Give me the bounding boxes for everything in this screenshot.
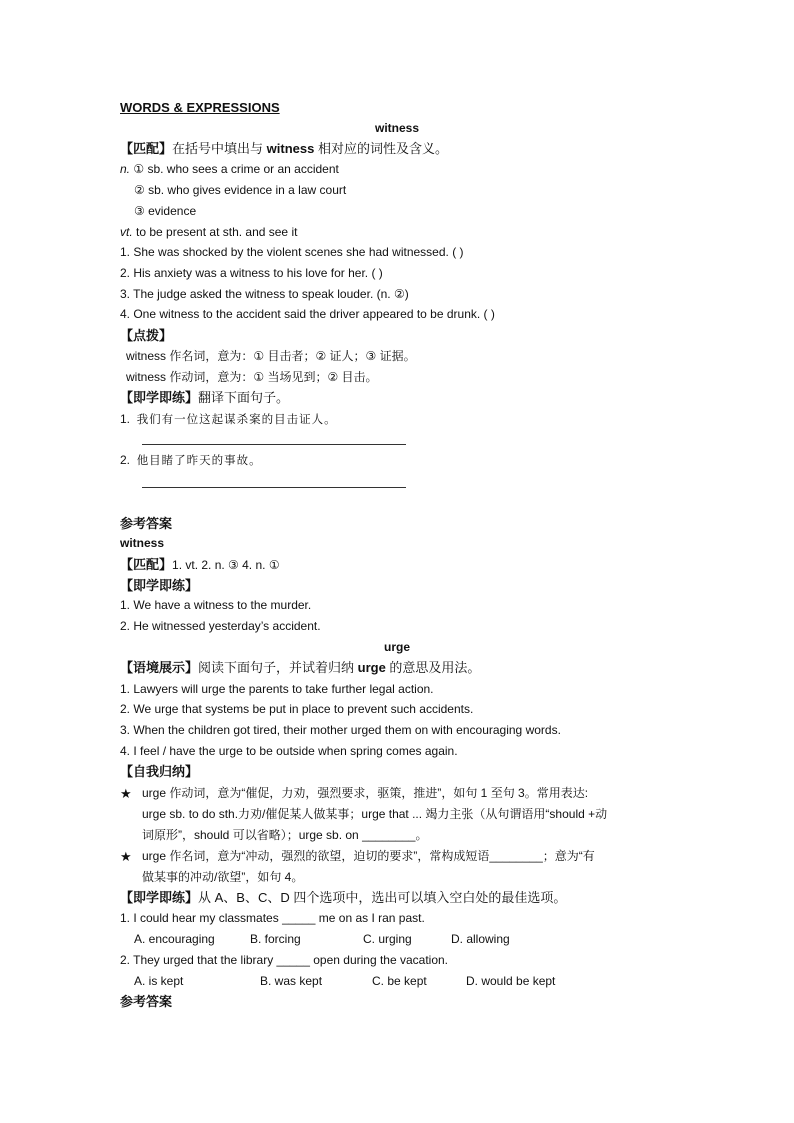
answers-heading: 参考答案	[120, 516, 173, 531]
answer-line[interactable]	[142, 444, 406, 445]
urge-practice-instruction: 【即学即练】从 A、B、C、D 四个选项中，选出可以填入空白处的最佳选项。	[120, 890, 567, 905]
q2-option-a[interactable]: A. is kept	[134, 974, 184, 988]
match-tag: 【匹配】	[120, 141, 173, 156]
answer-2: 2. He witnessed yesterday’s accident.	[120, 619, 321, 633]
summary-noun-line: 做某事的冲动/欲望”，如句 4。	[142, 870, 304, 884]
urge-sentence: 3. When the children got tired, their mother urged them on with encouraging words.	[120, 723, 561, 737]
q1-option-c[interactable]: C. urging	[363, 932, 412, 946]
definition-n2: ② sb. who gives evidence in a law court	[134, 183, 347, 197]
q1-option-d[interactable]: D. allowing	[451, 932, 510, 946]
q2-option-b[interactable]: B. was kept	[260, 974, 323, 988]
q2-option-c[interactable]: C. be kept	[372, 974, 427, 988]
answers-heading-2: 参考答案	[120, 994, 173, 1009]
summary-verb-line: 词原形”，should 可以省略）；urge sb. on ________。	[142, 828, 428, 842]
urge-sentence: 1. Lawyers will urge the parents to take further legal action.	[120, 682, 434, 696]
q2-option-d[interactable]: D. would be kept	[466, 974, 556, 988]
practice-item-2: 2. 他目睹了昨天的事故。	[120, 453, 262, 467]
definition-vt: vt. to be present at sth. and see it	[120, 225, 298, 239]
witness-sentence: 4. One witness to the accident said the driver appeared to be drunk. ( )	[120, 307, 495, 321]
tip-verb: witness 作动词，意为：① 当场见到；② 目击。	[126, 370, 378, 384]
answer-1: 1. We have a witness to the murder.	[120, 598, 312, 612]
star-icon: ★	[120, 786, 132, 801]
urge-sentence: 4. I feel / have the urge to be outside when spring comes again.	[120, 744, 458, 758]
answers-match: 【匹配】1. vt. 2. n. ③ 4. n. ①	[120, 557, 280, 572]
practice-item-1: 1. 我们有一位这起谋杀案的目击证人。	[120, 412, 337, 426]
star-icon: ★	[120, 849, 132, 864]
answer-line[interactable]	[142, 487, 406, 488]
answers-word: witness	[120, 536, 165, 550]
match-instruction: 【匹配】在括号中填出与 witness 相对应的词性及含义。	[120, 141, 448, 156]
urge-sentence: 2. We urge that systems be put in place to prevent such accidents.	[120, 702, 474, 716]
question-2: 2. They urged that the library _____ open during the vacation.	[120, 953, 449, 967]
summary-verb-line: urge sb. to do sth.力劝/催促某人做某事；urge that ... 竭力主张（从句谓语用“should +动	[142, 807, 608, 821]
definition-n1: n. ① sb. who sees a crime or an accident	[120, 162, 339, 176]
practice-instruction: 【即学即练】翻译下面句子。	[120, 390, 290, 405]
section-title: WORDS & EXPRESSIONS	[120, 100, 280, 115]
tip-noun: witness 作名词，意为：① 目击者；② 证人；③ 证据。	[126, 349, 416, 363]
summary-noun-line: urge 作名词，意为“冲动，强烈的欲望，迫切的要求”，常构成短语________；意为“有	[142, 849, 595, 863]
q1-option-b[interactable]: B. forcing	[250, 932, 301, 946]
answers-practice-tag: 【即学即练】	[120, 578, 199, 593]
word-heading-urge: urge	[383, 640, 410, 654]
witness-sentence: 2. His anxiety was a witness to his love for her. ( )	[120, 266, 383, 280]
q1-option-a[interactable]: A. encouraging	[134, 932, 215, 946]
word-heading-witness: witness	[374, 121, 419, 135]
witness-sentence: 3. The judge asked the witness to speak louder. (n. ②)	[120, 287, 409, 301]
tip-tag: 【点拨】	[120, 328, 173, 343]
witness-sentence: 1. She was shocked by the violent scenes she had witnessed. ( )	[120, 245, 464, 259]
question-1: 1. I could hear my classmates _____ me on as I ran past.	[120, 911, 425, 925]
definition-n3: ③ evidence	[134, 204, 197, 218]
summary-verb-line: urge 作动词，意为“催促，力劝，强烈要求，驱策，推进”，如句 1 至句 3。常用表达:	[142, 786, 589, 800]
context-instruction: 【语境展示】阅读下面句子，并试着归纳 urge 的意思及用法。	[120, 660, 481, 675]
summary-tag: 【自我归纳】	[120, 764, 199, 779]
